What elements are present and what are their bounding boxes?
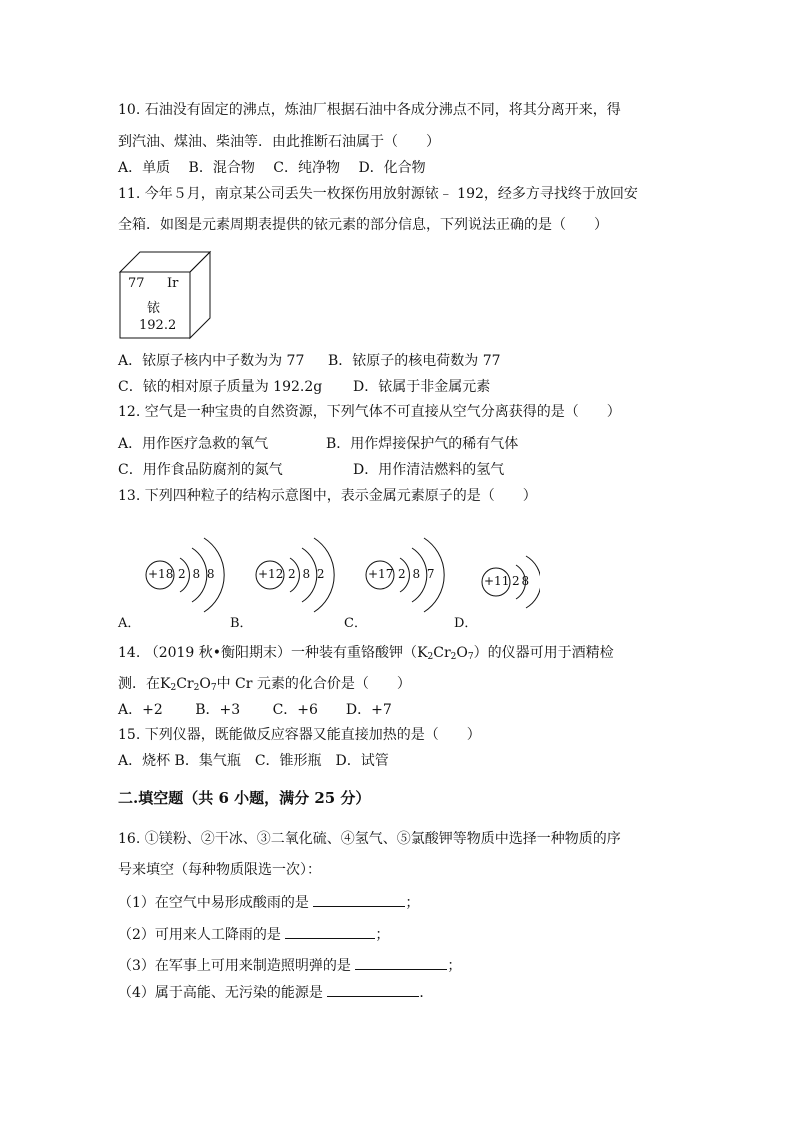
q14-line1-end: ）的仪器可用于酒精检 [473,645,614,661]
q14-line1 [118,643,614,663]
q16-sub1-end: ； [405,895,420,911]
q10-options: A．单质 B．混合物 C．纯净物 D．化合物 [118,160,426,176]
q15-line1: 15. 下列仪器，既能做反应容器又能直接加热的是（ ） [118,727,481,743]
answer-blank-4[interactable] [327,982,419,997]
q14-line1-start: 14. （2019 秋•衡阳期末）一种装有重铬酸钾（ [118,645,418,661]
answer-blank-2[interactable] [285,924,375,939]
q11-line1: 11. 今年５月，南京某公司丢失一枚探伤用放射源铱﹣ 192，经多方寻找终于放回安 [118,186,638,202]
formula-o-sub: 7 [210,683,217,693]
formula-k-sub: 2 [170,683,177,693]
element-symbol: Ir [167,276,179,291]
q16-sub1-text: （1）在空气中易形成酸雨的是 [118,895,309,911]
atom-nucleus-charge: +18 [148,567,174,581]
formula-o: O [199,676,211,692]
atom-option-label: D． [454,616,478,631]
q12-line1: 12. 空气是一种宝贵的自然资源，下列气体不可直接从空气分离获得的是（ ） [118,404,621,420]
q16-sub3-end: ； [447,958,462,974]
atom-nucleus-charge: +17 [368,567,394,581]
q16-sub1 [118,892,419,913]
atom-shells-drawing [450,520,540,620]
q12-option-a: A．用作医疗急救的氧气 [118,436,269,452]
atom-nucleus-charge: +11 [484,574,510,588]
formula-k: K [160,676,171,692]
q10-line2: 到汽油、煤油、柴油等．由此推断石油属于（ ） [118,134,440,150]
q14-line2-start: 测．在 [118,676,160,692]
q16-sub4-text: （4）属于高能、无污染的能源是 [118,985,323,1001]
atom-diagram-a [118,520,228,631]
formula-cr-sub: 2 [450,652,457,662]
q11-option-a: A．铱原子核内中子数为为 77 [118,353,305,369]
q16-sub2-end: ； [375,927,390,943]
atom-diagram-d [450,520,540,631]
q11-option-b: B．铱原子的核电荷数为 77 [328,353,501,369]
q14-line2 [118,674,411,694]
element-name: 铱 [147,301,161,316]
atom-diagram-c [338,520,448,631]
formula-cr: Cr [176,676,194,692]
formula-k: K [417,645,428,661]
section-heading-fill-in: 二.填空题（共 6 小题，满分 25 分） [118,789,371,807]
atom-electron-shells: 2 8 2 [288,567,325,581]
q11-line2: 全箱．如图是元素周期表提供的铱元素的部分信息，下列说法正确的是（ ） [118,217,608,233]
answer-blank-3[interactable] [355,955,447,970]
answer-blank-1[interactable] [313,892,405,907]
q16-sub2 [118,924,389,945]
atom-electron-shells: 2 8 7 [398,567,435,581]
q16-sub4-end: ． [419,985,434,1001]
formula-k-sub: 2 [427,652,434,662]
q16-line1: 16. ①镁粉、②干冰、③二氧化硫、④氢气、⑤氯酸钾等物质中选择一种物质的序 [118,831,621,847]
q14-line2-end: 中 Cr 元素的化合价是（ ） [216,676,411,692]
element-cell-iridium [118,250,214,340]
formula-k2cr2o7 [160,676,217,692]
atom-option-label: B． [230,616,253,631]
q12-option-d: D．用作清洁燃料的氢气 [353,462,505,478]
q12-option-c: C．用作食品防腐剂的氮气 [118,462,283,478]
atom-option-label: C． [344,616,367,631]
q11-option-c: C．铱的相对原子质量为 192.2g [118,379,323,395]
element-atomic-number: 77 [128,276,145,291]
formula-cr-sub: 2 [193,683,200,693]
atom-nucleus-charge: +12 [258,567,284,581]
atom-option-label: A． [118,616,141,631]
atom-electron-shells: 2 8 [512,574,529,588]
q10-line1: 10. 石油没有固定的沸点，炼油厂根据石油中各成分沸点不同，将其分离开来，得 [118,102,621,118]
q14-options: A．+2 B．+3 C．+6 D．+7 [118,702,392,718]
element-mass: 192.2 [139,318,177,333]
q11-option-d: D．铱属于非金属元素 [353,379,491,395]
formula-k2cr2o7 [417,645,474,661]
formula-o: O [456,645,468,661]
atom-diagrams [110,520,550,630]
atom-electron-shells: 2 8 8 [178,567,215,581]
q15-options: A．烧杯 B．集气瓶 C．锥形瓶 D．试管 [118,753,389,769]
q16-sub4 [118,982,433,1003]
q12-option-b: B．用作焊接保护气的稀有气体 [326,436,519,452]
atom-diagram-b [228,520,338,631]
q16-line2: 号来填空（每种物质限选一次）： [118,862,321,878]
q16-sub2-text: （2）可用来人工降雨的是 [118,927,281,943]
formula-o-sub: 7 [467,652,474,662]
q16-sub3 [118,955,461,976]
q13-line1: 13. 下列四种粒子的结构示意图中，表示金属元素原子的是（ ） [118,488,537,504]
q16-sub3-text: （3）在军事上可用来制造照明弹的是 [118,958,351,974]
formula-cr: Cr [433,645,451,661]
